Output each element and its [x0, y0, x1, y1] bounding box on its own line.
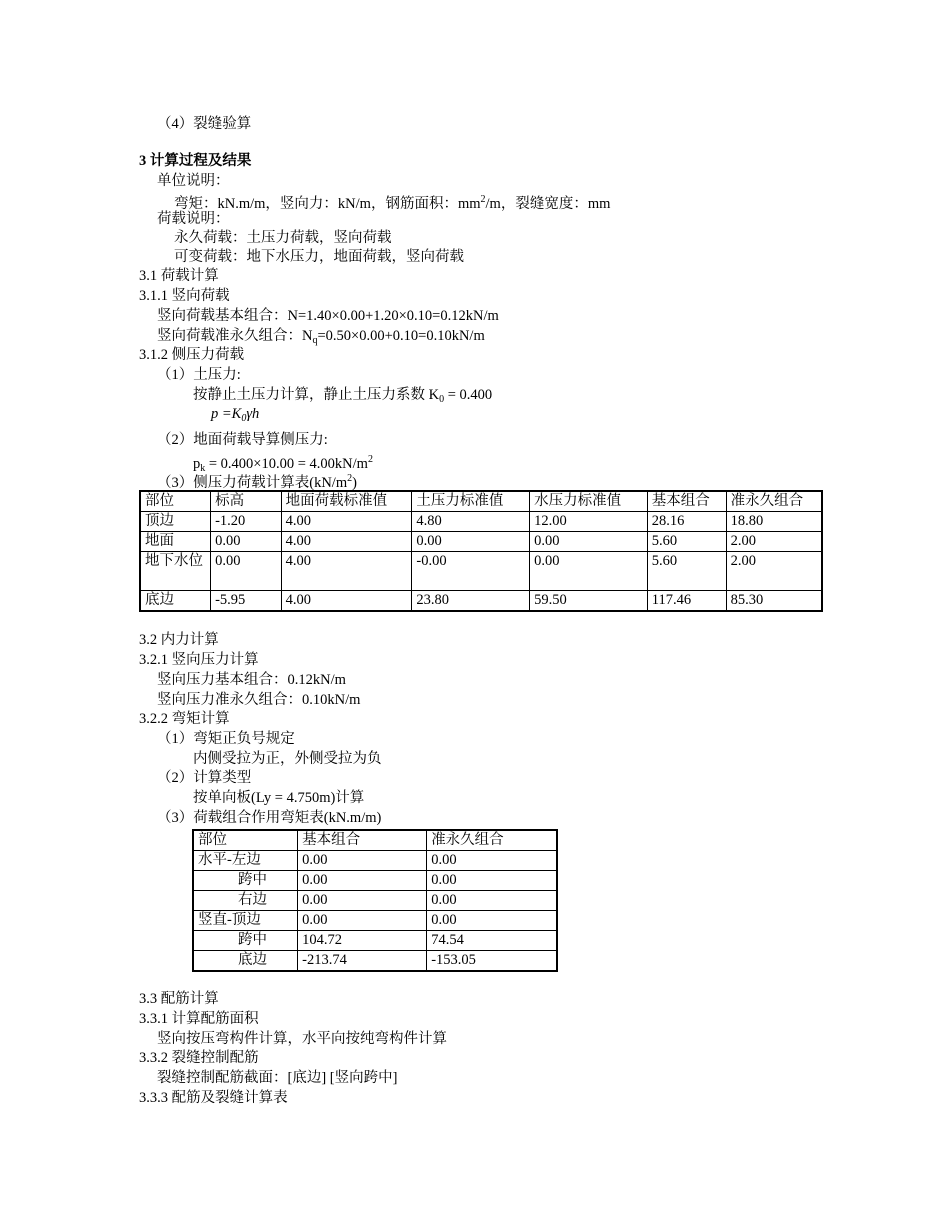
- soil-pressure-coefficient: 按静止土压力计算，静止土压力系数 $K_0 = 0.400$: [193, 387, 493, 405]
- table-row: [140, 512, 822, 532]
- calc-type-text: 按单向板(Ly = 4.750m)计算: [193, 790, 365, 806]
- vertical-pressure-basic: 竖向压力基本组合：0.12kN/m: [157, 672, 346, 688]
- table-cell: -1.20: [211, 512, 282, 532]
- table-header-cell: 准永久组合: [427, 830, 557, 851]
- table-cell: 0.00: [412, 532, 530, 552]
- crack-control-text: 裂缝控制配筋截面：[底边] [竖向跨中]: [157, 1070, 398, 1086]
- vertical-load-basic: 竖向荷载基本组合：N=1.40×0.00+1.20×0.10=0.12kN/m: [157, 308, 499, 324]
- table-cell: 12.00: [530, 512, 648, 532]
- soil-pressure-title: （1）土压力:: [157, 367, 241, 383]
- table-cell: -0.00: [412, 552, 530, 591]
- table-cell: 18.80: [726, 512, 822, 532]
- table-row: [193, 931, 557, 951]
- table-cell: 104.72: [298, 931, 427, 951]
- table-cell: 4.00: [281, 591, 412, 612]
- table-cell: 0.00: [427, 891, 557, 911]
- table-cell: 0.00: [298, 911, 427, 931]
- permanent-loads: 永久荷载：土压力荷载，竖向荷载: [174, 230, 392, 246]
- table-cell: 0.00: [530, 532, 648, 552]
- table-cell: 竖直-顶边: [193, 911, 298, 931]
- table-header-cell: 准永久组合: [726, 491, 822, 512]
- table-cell: 0.00: [211, 532, 282, 552]
- table-row: [193, 951, 557, 972]
- table-cell: 跨中: [193, 931, 298, 951]
- table-header-cell: 水压力标准值: [530, 491, 648, 512]
- table-header-cell: 土压力标准值: [412, 491, 530, 512]
- table-cell: -213.74: [298, 951, 427, 972]
- section-3-3-3-heading: 3.3.3 配筋及裂缝计算表: [139, 1090, 288, 1106]
- moment-table-title: （3）荷载组合作用弯矩表(kN.m/m): [157, 810, 382, 826]
- table-cell: 2.00: [726, 532, 822, 552]
- table-cell: 跨中: [193, 871, 298, 891]
- table-header-cell: 部位: [140, 491, 211, 512]
- units-title: 单位说明：: [157, 173, 230, 189]
- table-cell: 0.00: [427, 851, 557, 871]
- section-3-2-heading: 3.2 内力计算: [139, 632, 219, 648]
- section-3-2-1-heading: 3.2.1 竖向压力计算: [139, 652, 259, 668]
- table-cell: 底边: [193, 951, 298, 972]
- table-cell: 地下水位: [140, 552, 211, 591]
- section-3-1-2-heading: 3.1.2 侧压力荷载: [139, 347, 245, 363]
- table-cell: 4.80: [412, 512, 530, 532]
- table-header-cell: 地面荷载标准值: [281, 491, 412, 512]
- table-cell: 水平-左边: [193, 851, 298, 871]
- table-cell: 顶边: [140, 512, 211, 532]
- section-3-3-2-heading: 3.3.2 裂缝控制配筋: [139, 1050, 259, 1066]
- table-cell: 地面: [140, 532, 211, 552]
- section-3-3-heading: 3.3 配筋计算: [139, 991, 219, 1007]
- table-cell: 底边: [140, 591, 211, 612]
- table-header-row: [140, 491, 822, 512]
- table-cell: 85.30: [726, 591, 822, 612]
- table-header-cell: 部位: [193, 830, 298, 851]
- table-cell: 23.80: [412, 591, 530, 612]
- table-cell: 0.00: [298, 851, 427, 871]
- table-row: [193, 871, 557, 891]
- moment-table: [192, 829, 558, 972]
- table-cell: 0.00: [211, 552, 282, 591]
- table-cell: 74.54: [427, 931, 557, 951]
- surface-load-title: （2）地面荷载导算侧压力:: [157, 432, 328, 448]
- section-3-2-2-heading: 3.2.2 弯矩计算: [139, 711, 230, 727]
- vertical-load-quasi: 竖向荷载准永久组合：$N_q=0.50\times 0.00+0.10=0.10kN/m$: [157, 328, 485, 346]
- table-cell: 59.50: [530, 591, 648, 612]
- table-cell: -5.95: [211, 591, 282, 612]
- table-cell: 0.00: [298, 871, 427, 891]
- table-cell: 4.00: [281, 532, 412, 552]
- table-header-cell: 基本组合: [298, 830, 427, 851]
- vertical-pressure-quasi: 竖向压力准永久组合：0.10kN/m: [157, 692, 361, 708]
- soil-pressure-formula: $p =K_0\gamma h$: [211, 406, 260, 424]
- sign-convention-title: （1）弯矩正负号规定: [157, 731, 295, 747]
- section-3-3-1-heading: 3.3.1 计算配筋面积: [139, 1011, 259, 1027]
- table-row: [140, 591, 822, 612]
- table-cell: 0.00: [298, 891, 427, 911]
- table-header-cell: 基本组合: [647, 491, 726, 512]
- section-3-1-heading: 3.1 荷载计算: [139, 268, 219, 284]
- table-cell: 4.00: [281, 552, 412, 591]
- table-row: [140, 552, 822, 591]
- table-cell: 117.46: [647, 591, 726, 612]
- table-cell: -153.05: [427, 951, 557, 972]
- variable-loads: 可变荷载：地下水压力，地面荷载，竖向荷载: [174, 249, 464, 265]
- units-line: 弯矩：kN.m/m，竖向力：kN/m，钢筋面积：$mm^2/m$，裂缝宽度：mm: [174, 194, 611, 212]
- table-cell: 2.00: [726, 552, 822, 591]
- section-3-heading: 3 计算过程及结果: [139, 153, 252, 169]
- table-row: [140, 532, 822, 552]
- table-cell: 28.16: [647, 512, 726, 532]
- lateral-pressure-table: [139, 490, 823, 612]
- sign-convention-text: 内侧受拉为正，外侧受拉为负: [193, 751, 382, 767]
- check-item-4: （4）裂缝验算: [157, 116, 252, 132]
- table-row: [193, 911, 557, 931]
- table-cell: 4.00: [281, 512, 412, 532]
- table-cell: 0.00: [427, 871, 557, 891]
- table-header-row: [193, 830, 557, 851]
- loads-title: 荷载说明：: [157, 211, 230, 227]
- table-header-cell: 标高: [211, 491, 282, 512]
- table-cell: 0.00: [530, 552, 648, 591]
- table-cell: 5.60: [647, 552, 726, 591]
- table-row: [193, 891, 557, 911]
- section-3-1-1-heading: 3.1.1 竖向荷载: [139, 288, 230, 304]
- reinforcement-area-text: 竖向按压弯构件计算，水平向按纯弯构件计算: [157, 1031, 447, 1047]
- table-cell: 5.60: [647, 532, 726, 552]
- calc-type-title: （2）计算类型: [157, 770, 252, 786]
- table-cell: 0.00: [427, 911, 557, 931]
- lateral-table-title: （3）侧压力荷载计算表$(kN/m^2)$: [157, 473, 357, 491]
- table-cell: 右边: [193, 891, 298, 911]
- surface-load-value: $p_k = 0.400\times 10.00 = 4.00kN/m^2$: [193, 454, 373, 474]
- table-row: [193, 851, 557, 871]
